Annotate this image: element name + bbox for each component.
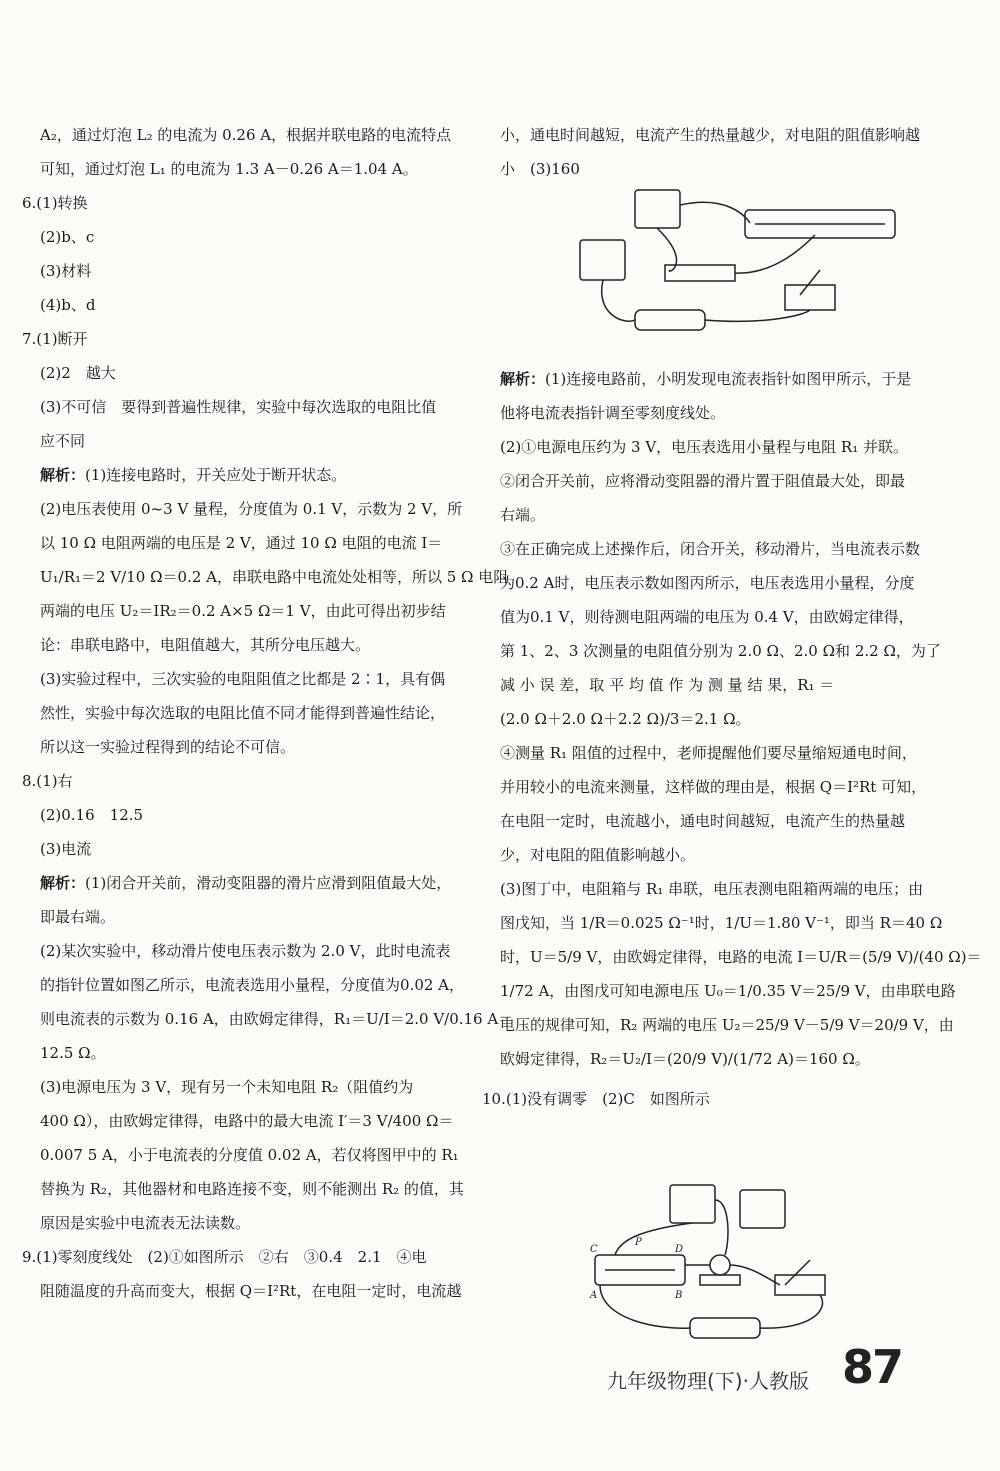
left-column (22, 118, 514, 1308)
text-line: 小 (3)160 (500, 160, 580, 178)
text-line: (3)材料 (40, 262, 92, 280)
text-line (22, 866, 462, 900)
circuit-diagram-2 (580, 1180, 840, 1340)
text-line: (2)①电源电压约为 3 V，电压表选用小量程与电阻 R₁ 并联。 (500, 438, 909, 456)
text-line: 替换为 R₂，其他器材和电路连接不变，则不能测出 R₂ 的值，其 (40, 1180, 464, 1198)
right-analysis-text (500, 362, 982, 1076)
svg-text:C: C (590, 1244, 598, 1255)
text-line: (4)b、d (40, 296, 96, 314)
text-line: 为0.2 A时，电压表示数如图丙所示，电压表选用小量程，分度 (500, 574, 915, 592)
text-line: 右端。 (500, 506, 546, 524)
text-line: (3)电流 (40, 840, 92, 858)
text-line: 7.(1)断开 (22, 330, 88, 348)
text-line: 以 10 Ω 电阻两端的电压是 2 V，通过 10 Ω 电阻的电流 I＝ (40, 534, 443, 552)
text-line: 则电流表的示数为 0.16 A，由欧姆定律得，R₁＝U/I＝2.0 V/0.16 A＝ (40, 1010, 514, 1028)
text-line: 8.(1)右 (22, 772, 73, 790)
text-line: 电压的规律可知，R₂ 两端的电压 U₂＝25/9 V－5/9 V＝20/9 V，由 (500, 1016, 954, 1034)
svg-text:D: D (675, 1244, 684, 1255)
text-line: 在电阻一定时，电流越小，通电时间越短，电流产生的热量越 (500, 812, 906, 830)
text-line: ③在正确完成上述操作后，闭合开关，移动滑片，当电流表示数 (500, 540, 921, 558)
text-line: 1/72 A，由图戊可知电源电压 U₀＝1/0.35 V＝25/9 V，由串联电路 (500, 982, 956, 1000)
text-line: 减 小 误 差，取 平 均 值 作 为 测 量 结 果，R₁ ＝ (500, 676, 835, 694)
text-line: 0.007 5 A，小于电流表的分度值 0.02 A，若仅将图甲中的 R₁ (40, 1146, 459, 1164)
text-line: (2)2 越大 (40, 364, 116, 382)
text-line: (3)图丁中，电阻箱与 R₁ 串联，电压表测电阻箱两端的电压；由 (500, 880, 924, 898)
text-line: 原因是实验中电流表无法读数。 (40, 1214, 251, 1232)
text-line: A₂，通过灯泡 L₂ 的电流为 0.26 A，根据并联电路的电流特点 (40, 126, 452, 144)
text-line: 的指针位置如图乙所示，电流表选用小量程，分度值为0.02 A， (40, 976, 465, 994)
text-line (500, 362, 920, 396)
text-line: 阻随温度的升高而变大，根据 Q＝I²Rt，在电阻一定时，电流越 (40, 1282, 462, 1300)
analysis-label: 解析： (40, 466, 86, 484)
text-line: 可知，通过灯泡 L₁ 的电流为 1.3 A－0.26 A＝1.04 A。 (40, 160, 418, 178)
text-line: (2)b、c (40, 228, 95, 246)
text-line: 9.(1)零刻度线处 (2)①如图所示 ②右 ③0.4 2.1 ④电 (22, 1248, 427, 1266)
svg-text:P: P (635, 1237, 642, 1248)
text-line: 第 1、2、3 次测量的电阻值分别为 2.0 Ω、2.0 Ω和 2.2 Ω，为了 (500, 642, 941, 660)
analysis-text: (1)连接电路前，小明发现电流表指针如图甲所示，于是 (545, 370, 912, 388)
text-line: (3)实验过程中，三次实验的电阻阻值之比都是 2∶1，具有偶 (40, 670, 446, 688)
text-line: (2)电压表使用 0~3 V 量程，分度值为 0.1 V，示数为 2 V，所 (40, 500, 463, 518)
analysis-label: 解析： (40, 874, 86, 892)
text-line: 欧姆定律得，R₂＝U₂/I＝(20/9 V)/(1/72 A)＝160 Ω。 (500, 1050, 870, 1068)
text-line: 论：串联电路中，电阻值越大，其所分电压越大。 (40, 636, 371, 654)
text-line (22, 458, 462, 492)
text-line: 时，U＝5/9 V，由欧姆定律得，电路的电流 I＝U/R＝(5/9 V)/(40 Ω)＝ (500, 948, 982, 966)
text-line: 小，通电时间越短，电流产生的热量越少，对电阻的阻值影响越 (500, 126, 921, 144)
text-line: ④测量 R₁ 阻值的过程中，老师提醒他们要尽量缩短通电时间， (500, 744, 917, 762)
circuit-diagram-1 (575, 185, 935, 335)
text-line: 图戊知，当 1/R＝0.025 Ω⁻¹时，1/U＝1.80 V⁻¹，即当 R＝40 Ω (500, 914, 943, 932)
text-line: (2)某次实验中，移动滑片使电压表示数为 2.0 V，此时电流表 (40, 942, 451, 960)
text-line: 12.5 Ω。 (40, 1044, 106, 1062)
text-line: 应不同 (40, 432, 86, 450)
analysis-text: (1)闭合开关前，滑动变阻器的滑片应滑到阻值最大处， (85, 874, 452, 892)
text-line: 然性，实验中每次选取的电阻比值不同才能得到普遍性结论， (40, 704, 446, 722)
analysis-text: (1)连接电路时，开关应处于断开状态。 (85, 466, 347, 484)
svg-text:B: B (675, 1290, 683, 1301)
text-line: U₁/R₁＝2 V/10 Ω＝0.2 A，串联电路中电流处处相等，所以 5 Ω 电阻 (40, 568, 509, 586)
text-line: 他将电流表指针调至零刻度线处。 (500, 404, 726, 422)
footer-title: 九年级物理(下)·人教版 (607, 1369, 809, 1393)
question-10: 10.(1)没有调零 (2)C 如图所示 (482, 1090, 710, 1108)
page-number: 87 (842, 1340, 903, 1394)
text-line: 400 Ω），由欧姆定律得，电路中的最大电流 I′＝3 V/400 Ω＝ (40, 1112, 454, 1130)
text-line: 值为0.1 V，则待测电阻两端的电压为 0.4 V，由欧姆定律得， (500, 608, 914, 626)
text-line: (2.0 Ω＋2.0 Ω＋2.2 Ω)/3＝2.1 Ω。 (500, 710, 751, 728)
analysis-label: 解析： (500, 370, 546, 388)
text-line: 所以这一实验过程得到的结论不可信。 (40, 738, 296, 756)
text-line: 并用较小的电流来测量，这样做的理由是，根据 Q＝I²Rt 可知， (500, 778, 927, 796)
text-line: 6.(1)转换 (22, 194, 88, 212)
svg-text:A: A (590, 1290, 598, 1301)
text-line: 少，对电阻的阻值影响越小。 (500, 846, 696, 864)
text-line: (3)不可信 要得到普遍性规律，实验中每次选取的电阻比值 (40, 398, 437, 416)
text-line: (2)0.16 12.5 (40, 806, 144, 824)
text-line: (3)电源电压为 3 V，现有另一个未知电阻 R₂（阻值约为 (40, 1078, 414, 1096)
right-top-text (500, 118, 920, 186)
text-line: 两端的电压 U₂＝IR₂＝0.2 A×5 Ω＝1 V，由此可得出初步结 (40, 602, 446, 620)
text-line: 即最右端。 (40, 908, 116, 926)
text-line: ②闭合开关前，应将滑动变阻器的滑片置于阻值最大处，即最 (500, 472, 906, 490)
